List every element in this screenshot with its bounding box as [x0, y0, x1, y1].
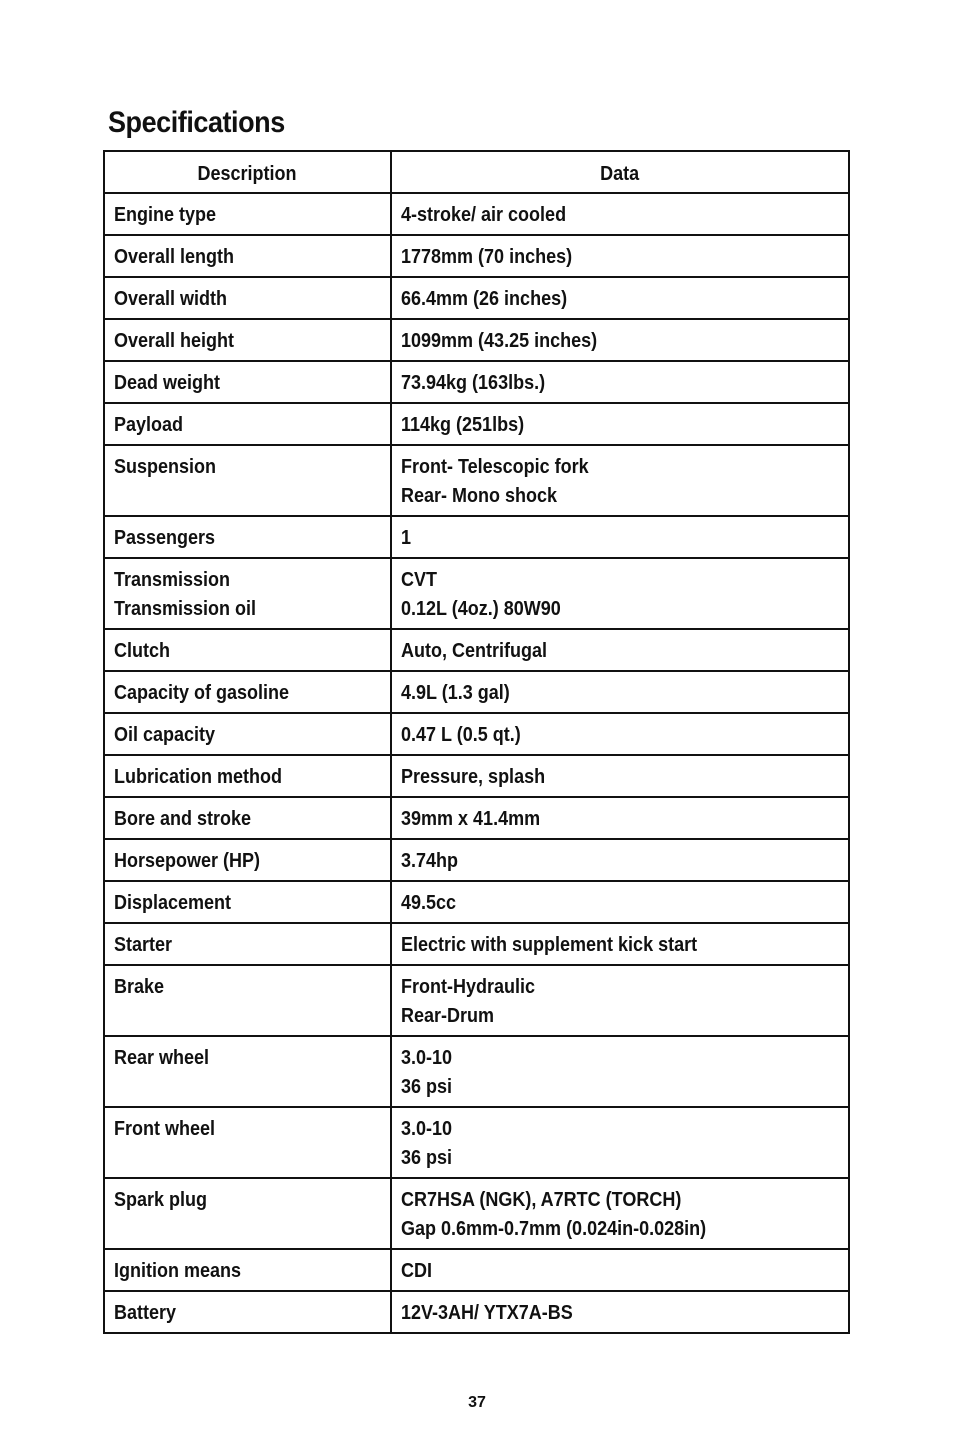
table-row [104, 713, 849, 755]
table-row [104, 361, 849, 403]
spec-label: Rear wheel [114, 1047, 210, 1069]
spec-value-cell [391, 516, 849, 558]
spec-value-cell [391, 361, 849, 403]
spec-value-cell [391, 839, 849, 881]
spec-value: 4-stroke/ air cooled [401, 204, 567, 226]
table-row [104, 235, 849, 277]
column-header-data: Data [391, 151, 849, 193]
spec-label-cell [104, 923, 391, 965]
spec-value: 73.94kg (163lbs.) [401, 372, 546, 394]
spec-label-cell [104, 445, 391, 516]
spec-value-cell [391, 235, 849, 277]
table-row [104, 516, 849, 558]
table-row [104, 277, 849, 319]
spec-value-cell [391, 671, 849, 713]
spec-value: 1099mm (43.25 inches) [401, 330, 598, 352]
spec-value: 4.9L (1.3 gal) [401, 682, 510, 704]
spec-value: CDI [401, 1260, 433, 1282]
spec-value: 66.4mm (26 inches) [401, 288, 568, 310]
spec-label: Overall height [114, 330, 235, 352]
spec-label: Ignition means [114, 1260, 242, 1282]
spec-label: Battery [114, 1302, 177, 1324]
spec-label: Horsepower (HP) [114, 850, 261, 872]
table-row [104, 1178, 849, 1249]
table-row [104, 881, 849, 923]
spec-value: 3.0-10 [401, 1047, 453, 1069]
table-body [104, 193, 849, 1333]
spec-label-cell [104, 797, 391, 839]
spec-label-cell [104, 193, 391, 235]
table-row [104, 1036, 849, 1107]
spec-value-cell [391, 713, 849, 755]
spec-value: 1778mm (70 inches) [401, 246, 573, 268]
spec-label-cell [104, 713, 391, 755]
spec-label: Suspension [114, 456, 217, 478]
table-row [104, 1107, 849, 1178]
spec-value: 0.47 L (0.5 qt.) [401, 724, 521, 746]
spec-value-cell [391, 193, 849, 235]
spec-value: 114kg (251lbs) [401, 414, 525, 436]
spec-value-cell [391, 755, 849, 797]
spec-value: Front- Telescopic fork [401, 456, 589, 478]
table-row [104, 193, 849, 235]
table-row [104, 797, 849, 839]
spec-value: Electric with supplement kick start [401, 934, 698, 956]
spec-label: Starter [114, 934, 173, 956]
spec-label-cell [104, 235, 391, 277]
spec-label: Front wheel [114, 1118, 216, 1140]
spec-value: Front-Hydraulic [401, 976, 536, 998]
spec-value: 3.0-10 [401, 1118, 453, 1140]
page-number: 37 [468, 1394, 486, 1411]
spec-label: Transmission oil [114, 598, 257, 620]
spec-value: Pressure, splash [401, 766, 546, 788]
spec-label: Passengers [114, 527, 216, 549]
spec-value: 49.5cc [401, 892, 457, 914]
spec-value-cell [391, 277, 849, 319]
table-row [104, 755, 849, 797]
table-row [104, 1249, 849, 1291]
spec-label: Lubrication method [114, 766, 283, 788]
spec-label: Overall length [114, 246, 235, 268]
spec-value-cell [391, 629, 849, 671]
spec-value-cell [391, 881, 849, 923]
spec-value-cell [391, 1249, 849, 1291]
spec-label: Transmission [114, 569, 231, 591]
spec-label-cell [104, 558, 391, 629]
spec-value: 12V-3AH/ YTX7A-BS [401, 1302, 573, 1324]
spec-label-cell [104, 516, 391, 558]
table-row [104, 923, 849, 965]
spec-value-cell [391, 319, 849, 361]
spec-label: Payload [114, 414, 184, 436]
spec-value-cell [391, 403, 849, 445]
table-row [104, 558, 849, 629]
spec-value-cell [391, 1036, 849, 1107]
table-row [104, 1291, 849, 1333]
spec-value: Auto, Centrifugal [401, 640, 547, 662]
spec-label-cell [104, 1036, 391, 1107]
spec-value-cell [391, 558, 849, 629]
spec-label: Capacity of gasoline [114, 682, 290, 704]
spec-value: Gap 0.6mm-0.7mm (0.024in-0.028in) [401, 1218, 707, 1240]
spec-label: Clutch [114, 640, 170, 662]
spec-label: Brake [114, 976, 165, 998]
spec-value: CR7HSA (NGK), A7RTC (TORCH) [401, 1189, 682, 1211]
spec-value: 0.12L (4oz.) 80W90 [401, 598, 561, 620]
spec-value-cell [391, 1291, 849, 1333]
table-row [104, 965, 849, 1036]
specifications-table [103, 150, 850, 1334]
spec-label: Spark plug [114, 1189, 208, 1211]
spec-value-cell [391, 1178, 849, 1249]
table-row [104, 403, 849, 445]
spec-label-cell [104, 755, 391, 797]
spec-value: 3.74hp [401, 850, 459, 872]
spec-value-cell [391, 965, 849, 1036]
spec-label-cell [104, 839, 391, 881]
spec-label-cell [104, 319, 391, 361]
spec-value: 36 psi [401, 1076, 453, 1098]
spec-label-cell [104, 629, 391, 671]
spec-value: 39mm x 41.4mm [401, 808, 541, 830]
spec-label-cell [104, 1107, 391, 1178]
column-header-description: Description [104, 151, 391, 193]
table-row [104, 839, 849, 881]
spec-label-cell [104, 965, 391, 1036]
spec-label-cell [104, 881, 391, 923]
spec-label: Displacement [114, 892, 232, 914]
spec-value: 36 psi [401, 1147, 453, 1169]
table-row [104, 319, 849, 361]
spec-value-cell [391, 445, 849, 516]
spec-label-cell [104, 1178, 391, 1249]
spec-label-cell [104, 671, 391, 713]
spec-label: Bore and stroke [114, 808, 252, 830]
spec-label-cell [104, 361, 391, 403]
spec-label-cell [104, 277, 391, 319]
spec-label-cell [104, 1291, 391, 1333]
spec-label: Overall width [114, 288, 228, 310]
spec-label: Dead weight [114, 372, 221, 394]
spec-label-cell [104, 403, 391, 445]
table-row [104, 445, 849, 516]
spec-value: Rear-Drum [401, 1005, 495, 1027]
spec-value-cell [391, 923, 849, 965]
spec-value: 1 [401, 527, 412, 549]
spec-label: Oil capacity [114, 724, 216, 746]
spec-value-cell [391, 1107, 849, 1178]
page-title: Specifications [108, 106, 285, 139]
spec-value-cell [391, 797, 849, 839]
table-header-row [104, 151, 849, 193]
spec-label-cell [104, 1249, 391, 1291]
table-row [104, 629, 849, 671]
spec-value: CVT [401, 569, 437, 591]
spec-value: Rear- Mono shock [401, 485, 558, 507]
table-row [104, 671, 849, 713]
spec-label: Engine type [114, 204, 217, 226]
